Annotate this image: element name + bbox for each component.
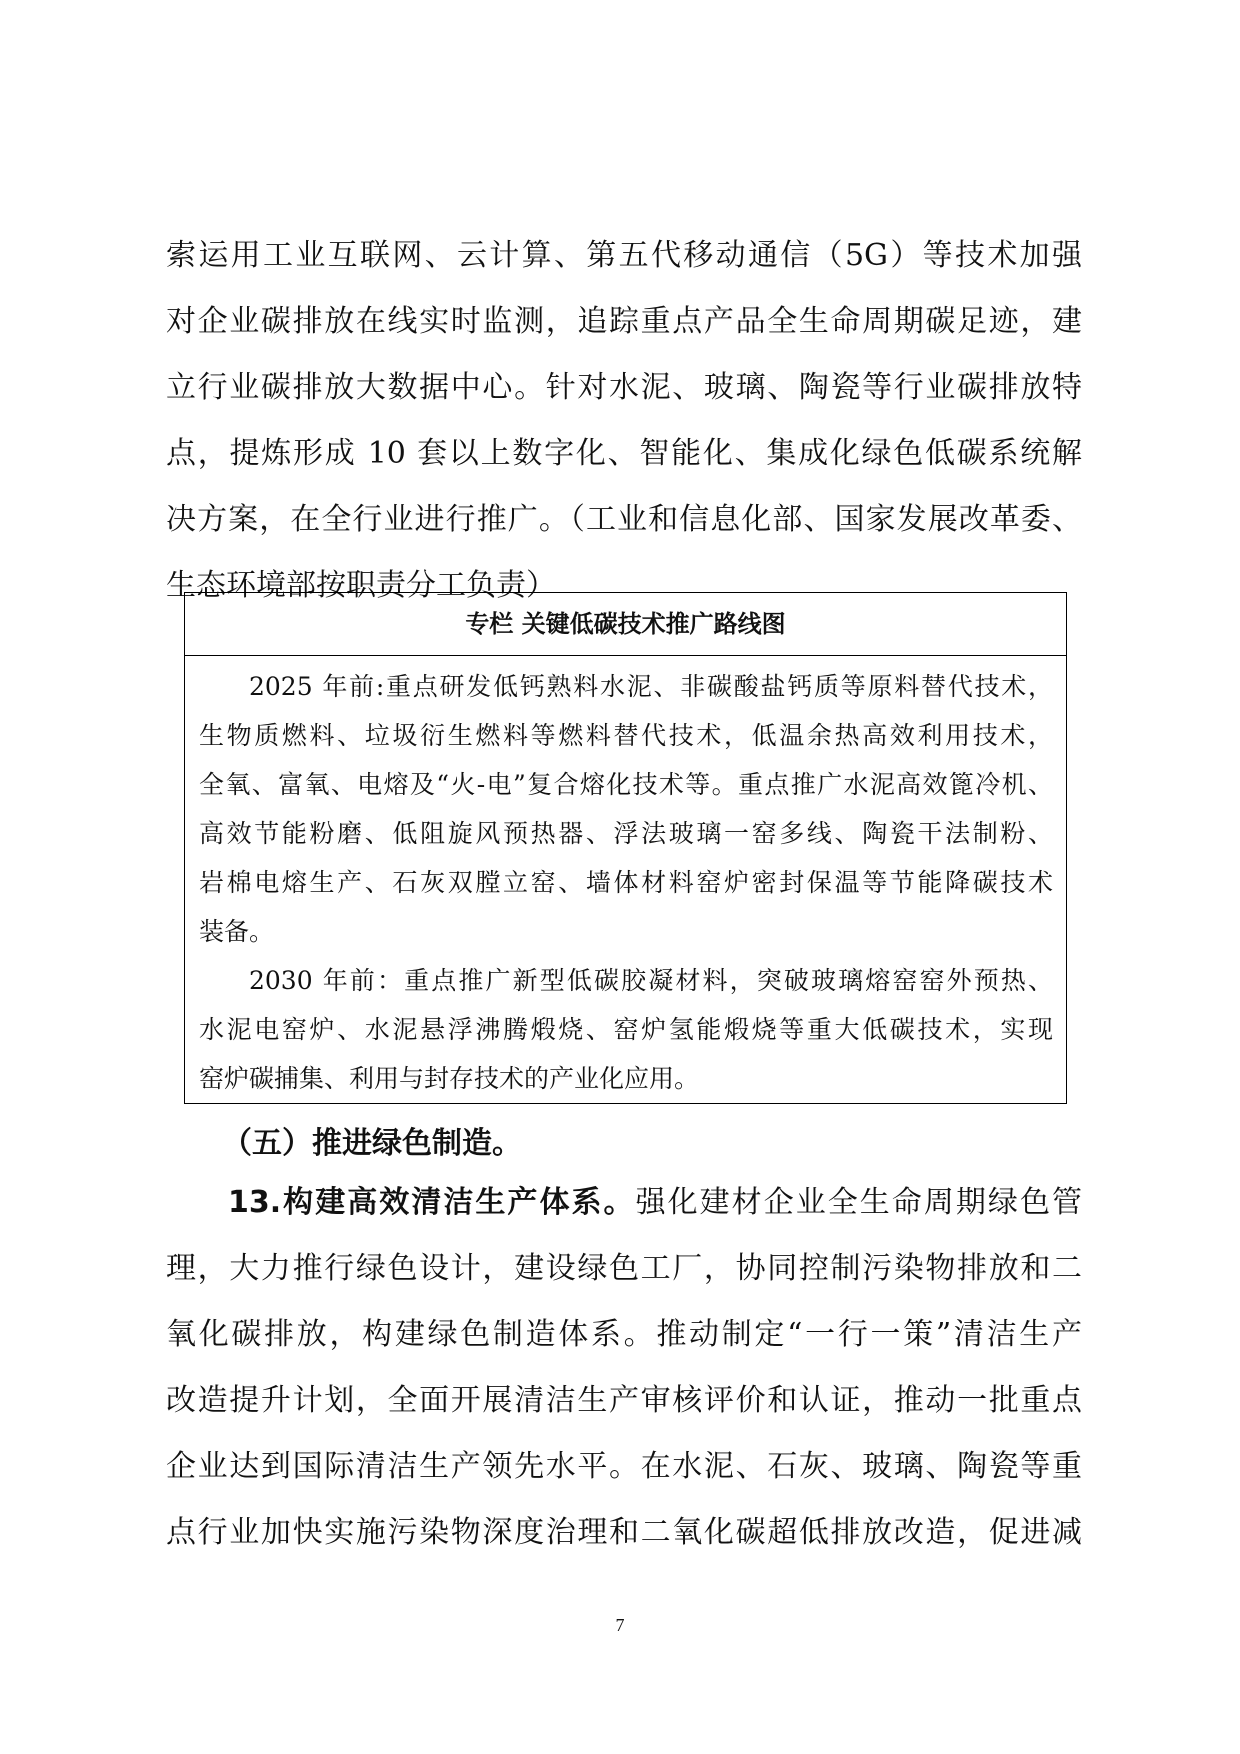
box-line-2025: 装备。 xyxy=(199,917,275,946)
paragraph-line: 氧化碳排放，构建绿色制造体系。推动制定“一行一策”清洁生产 xyxy=(166,1317,1082,1352)
box-body xyxy=(185,662,1066,1103)
paragraph-line: 点，提炼形成 10 套以上数字化、智能化、集成化绿色低碳系统解 xyxy=(166,436,1082,471)
box-line-2025: 岩棉电熔生产、石灰双膛立窑、墙体材料窑炉密封保温等节能降碳技术 xyxy=(199,868,1053,897)
box-title: 专栏 关键低碳技术推广路线图 xyxy=(185,593,1066,656)
paragraph-line: 理，大力推行绿色设计，建设绿色工厂，协同控制污染物排放和二 xyxy=(166,1251,1082,1286)
box-line-2025: 高效节能粉磨、低阻旋风预热器、浮法玻璃一窑多线、陶瓷干法制粉、 xyxy=(199,819,1053,848)
paragraph-line: 立行业碳排放大数据中心。针对水泥、玻璃、陶瓷等行业碳排放特 xyxy=(166,370,1082,405)
paragraph-lead-title: 13.构建高效清洁生产体系。 xyxy=(228,1185,636,1220)
section-heading: （五）推进绿色制造。 xyxy=(222,1126,522,1161)
paragraph-digital-monitoring xyxy=(166,223,1082,619)
box-line-2030: 2030 年前：重点推广新型低碳胶凝材料，突破玻璃熔窑窑外预热、 xyxy=(249,966,1053,995)
paragraph-line xyxy=(166,1170,1082,1236)
paragraph-line: 决方案，在全行业进行推广。（工业和信息化部、国家发展改革委、 xyxy=(166,502,1082,537)
box-line-2030: 窑炉碳捕集、利用与封存技术的产业化应用。 xyxy=(199,1064,700,1093)
paragraph-line: 点行业加快实施污染物深度治理和二氧化碳超低排放改造，促进减 xyxy=(166,1515,1082,1550)
paragraph-clean-production xyxy=(166,1170,1082,1566)
box-line-2025: 全氧、富氧、电熔及“火-电”复合熔化技术等。重点推广水泥高效篦冷机、 xyxy=(199,770,1053,799)
paragraph-text: 强化建材企业全生命周期绿色管 xyxy=(635,1185,1083,1220)
box-line-2025: 生物质燃料、垃圾衍生燃料等燃料替代技术，低温余热高效利用技术， xyxy=(199,721,1053,750)
box-line-2030: 水泥电窑炉、水泥悬浮沸腾煅烧、窑炉氢能煅烧等重大低碳技术，实现 xyxy=(199,1015,1053,1044)
box-line-2025: 2025 年前:重点研发低钙熟料水泥、非碳酸盐钙质等原料替代技术， xyxy=(249,672,1053,701)
paragraph-line: 对企业碳排放在线实时监测，追踪重点产品全生命周期碳足迹，建 xyxy=(166,304,1082,339)
paragraph-line: 改造提升计划，全面开展清洁生产审核评价和认证，推动一批重点 xyxy=(166,1383,1082,1418)
paragraph-line: 索运用工业互联网、云计算、第五代移动通信（5G）等技术加强 xyxy=(166,238,1082,273)
paragraph-line: 企业达到国际清洁生产领先水平。在水泥、石灰、玻璃、陶瓷等重 xyxy=(166,1449,1082,1484)
roadmap-column-box xyxy=(184,592,1067,1104)
paragraph-line: 生态环境部按职责分工负责） xyxy=(166,568,556,603)
page-number: 7 xyxy=(615,1615,625,1635)
